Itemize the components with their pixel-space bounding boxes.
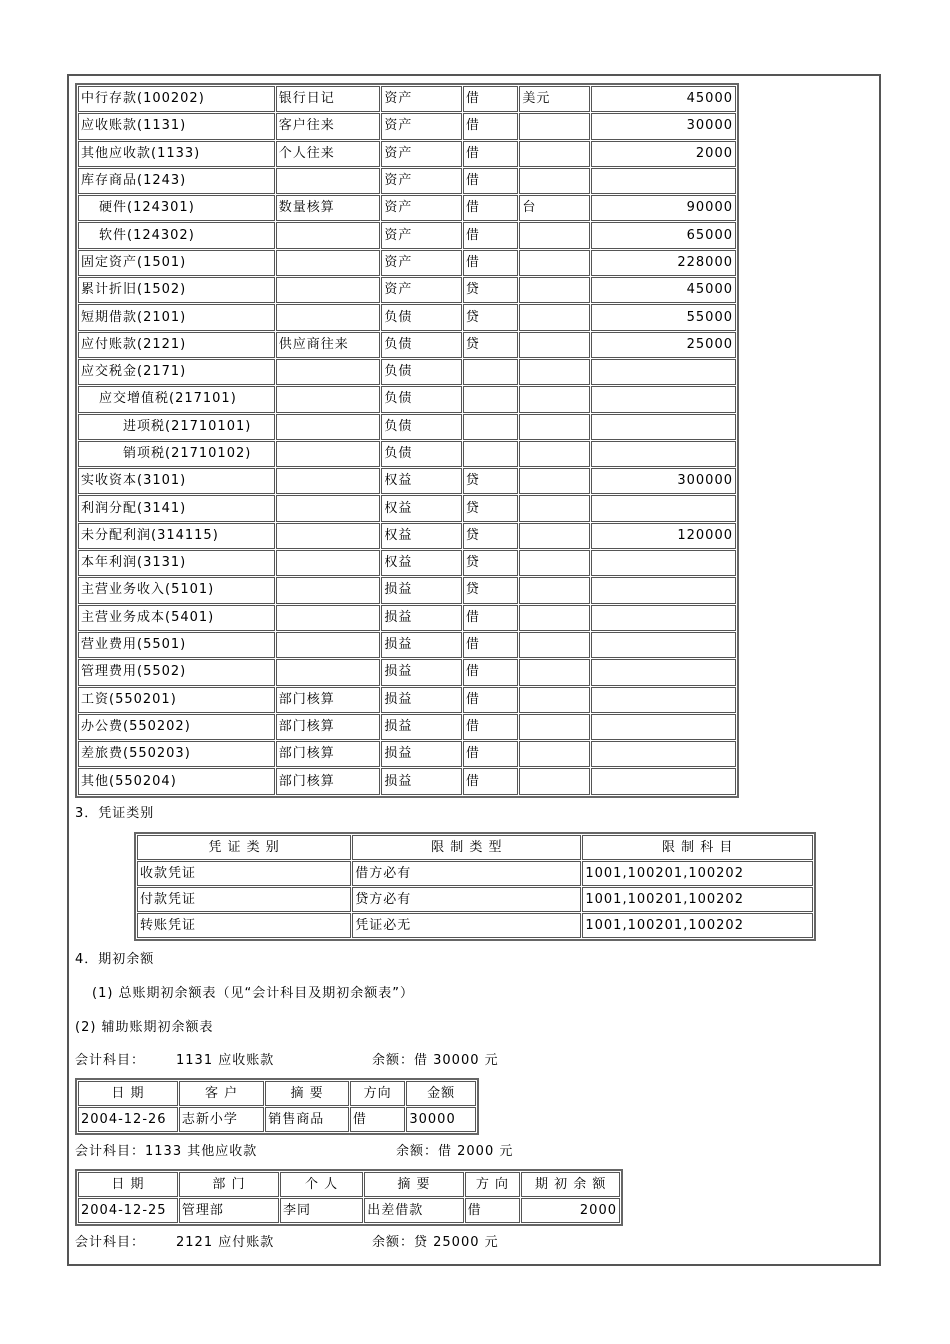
subsection-2: (2) 辅助账期初余额表 [75,1020,214,1035]
table-cell: 银行日记 [276,86,381,112]
table-cell [519,414,590,440]
table-cell: 销项税(21710102) [78,441,275,467]
table-row [78,495,736,521]
table-cell: 损益 [381,714,461,740]
table-cell: 主营业务收入(5101) [78,577,275,603]
table-cell: 损益 [381,632,461,658]
table-cell: 借 [463,86,519,112]
table-cell [519,441,590,467]
table-cell: 凭证必无 [352,913,581,938]
header-cell: 凭 证 类 别 [137,835,351,860]
table-cell [591,414,736,440]
table-cell [591,714,736,740]
balance-text: 余额：借 30000 元 [372,1053,499,1068]
table-cell: 差旅费(550203) [78,741,275,767]
table-cell: 借 [463,632,519,658]
table-cell: 应付账款(2121) [78,332,275,358]
table-cell: 台 [519,195,590,221]
header-cell: 摘 要 [364,1172,463,1197]
aux1-header-row [78,1081,476,1106]
table-cell: 贷 [463,332,519,358]
table-cell: 2004-12-26 [78,1107,178,1132]
table-cell: 进项税(21710101) [78,414,275,440]
table-row [78,250,736,276]
table-cell: 1001,100201,100202 [582,887,813,912]
account-table [75,83,739,798]
table-row [78,86,736,112]
table-cell: 管理部 [179,1198,279,1223]
table-cell [519,632,590,658]
table-cell [591,687,736,713]
table-cell: 借 [463,768,519,794]
table-cell [519,141,590,167]
table-cell: 借 [465,1198,521,1223]
table-cell: 数量核算 [276,195,381,221]
table-cell: 志新小学 [179,1107,264,1132]
table-cell: 资产 [381,195,461,221]
table-cell: 损益 [381,605,461,631]
table-row [78,386,736,412]
table-cell: 资产 [381,86,461,112]
account-name: 2121 应付账款 [176,1235,275,1250]
account-label: 会计科目： [75,1235,146,1250]
table-cell [591,659,736,685]
table-row [78,577,736,603]
table-cell: 权益 [381,523,461,549]
table-cell: 李同 [280,1198,363,1223]
table-cell: 资产 [381,141,461,167]
table-cell: 2000 [591,141,736,167]
table-row [78,359,736,385]
table-cell: 库存商品(1243) [78,168,275,194]
table-cell: 损益 [381,577,461,603]
table-cell [591,441,736,467]
aux2-header-row [78,1172,620,1197]
table-cell: 借 [463,714,519,740]
table-cell [519,386,590,412]
voucher-type-table [134,832,816,941]
table-cell: 贷 [463,577,519,603]
table-cell [276,250,381,276]
table-cell: 贷 [463,304,519,330]
table-row [78,195,736,221]
table-cell [276,605,381,631]
table-row [78,222,736,248]
table-cell [519,714,590,740]
table-row [78,714,736,740]
table-row [78,113,736,139]
table-cell [591,768,736,794]
table-cell [519,550,590,576]
table-cell [276,468,381,494]
table-cell: 负债 [381,359,461,385]
header-cell: 个 人 [280,1172,363,1197]
header-cell: 日 期 [78,1081,178,1106]
table-cell: 借 [463,659,519,685]
table-row [78,441,736,467]
table-cell [591,605,736,631]
header-cell: 方 向 [465,1172,521,1197]
table-cell: 借 [463,141,519,167]
table-cell: 负债 [381,441,461,467]
table-cell [591,632,736,658]
table-row [78,141,736,167]
table-cell: 累计折旧(1502) [78,277,275,303]
table-cell [276,168,381,194]
table-cell [276,222,381,248]
table-cell: 损益 [381,659,461,685]
table-cell [519,523,590,549]
table-cell: 硬件(124301) [78,195,275,221]
header-cell: 限 制 类 型 [352,835,581,860]
table-cell: 贷 [463,523,519,549]
header-cell: 期 初 余 额 [521,1172,620,1197]
table-cell [276,386,381,412]
table-row [78,414,736,440]
table-cell: 供应商往来 [276,332,381,358]
table-cell: 未分配利润(314115) [78,523,275,549]
table-cell [591,577,736,603]
table-cell: 应交增值税(217101) [78,386,275,412]
table-row [78,523,736,549]
table-row [78,605,736,631]
table-cell: 30000 [406,1107,476,1132]
table-cell: 短期借款(2101) [78,304,275,330]
table-cell: 部门核算 [276,741,381,767]
table-cell: 65000 [591,222,736,248]
table-cell: 贷 [463,468,519,494]
table-cell: 实收资本(3101) [78,468,275,494]
table-cell: 负债 [381,386,461,412]
table-cell: 利润分配(3141) [78,495,275,521]
table-cell: 本年利润(3131) [78,550,275,576]
table-row [78,1198,620,1223]
table-cell: 销售商品 [265,1107,349,1132]
table-cell [519,605,590,631]
table-cell: 个人往来 [276,141,381,167]
table-row [78,741,736,767]
table-cell [591,168,736,194]
table-cell: 贷 [463,550,519,576]
table-cell: 付款凭证 [137,887,351,912]
table-cell: 出差借款 [364,1198,463,1223]
table-cell: 主营业务成本(5401) [78,605,275,631]
table-cell [276,304,381,330]
table-cell: 30000 [591,113,736,139]
table-cell: 资产 [381,222,461,248]
table-cell [276,495,381,521]
table-cell [519,741,590,767]
header-cell: 限 制 科 目 [582,835,813,860]
table-cell: 转账凭证 [137,913,351,938]
account-label: 会计科目： [75,1053,146,1068]
table-cell: 权益 [381,550,461,576]
account-name: 1131 应收账款 [176,1053,275,1068]
table-cell: 客户往来 [276,113,381,139]
table-cell [519,113,590,139]
voucher-header-row [137,835,813,860]
table-row [78,1107,476,1132]
table-cell: 55000 [591,304,736,330]
header-cell: 部 门 [179,1172,279,1197]
table-cell [463,414,519,440]
table-row [137,913,813,938]
table-cell: 收款凭证 [137,861,351,886]
table-cell [276,414,381,440]
table-cell [591,741,736,767]
table-cell: 办公费(550202) [78,714,275,740]
table-cell [463,441,519,467]
table-cell [276,659,381,685]
table-cell [519,277,590,303]
table-cell: 贷 [463,277,519,303]
table-row [78,687,736,713]
table-cell: 中行存款(100202) [78,86,275,112]
table-cell: 资产 [381,113,461,139]
table-cell: 贷方必有 [352,887,581,912]
table-cell [519,495,590,521]
table-row [78,332,736,358]
table-cell [519,768,590,794]
table-cell: 部门核算 [276,768,381,794]
table-cell: 借 [350,1107,406,1132]
table-cell [591,550,736,576]
table-cell: 负债 [381,304,461,330]
table-cell: 应收账款(1131) [78,113,275,139]
table-cell: 1001,100201,100202 [582,913,813,938]
table-cell [519,168,590,194]
table-cell [519,222,590,248]
table-cell: 120000 [591,523,736,549]
table-cell: 借 [463,605,519,631]
table-row [78,168,736,194]
table-cell: 损益 [381,741,461,767]
table-row [78,550,736,576]
header-cell: 方向 [350,1081,406,1106]
table-cell [591,386,736,412]
table-cell [519,659,590,685]
table-cell: 权益 [381,468,461,494]
table-cell: 管理费用(5502) [78,659,275,685]
table-cell [591,359,736,385]
table-cell [519,687,590,713]
table-cell: 负债 [381,332,461,358]
table-cell: 负债 [381,414,461,440]
table-cell: 其他(550204) [78,768,275,794]
table-cell [276,577,381,603]
table-cell: 228000 [591,250,736,276]
table-cell: 资产 [381,277,461,303]
table-cell: 部门核算 [276,714,381,740]
table-cell: 45000 [591,277,736,303]
table-cell: 权益 [381,495,461,521]
table-cell: 45000 [591,86,736,112]
table-cell [519,577,590,603]
table-cell: 借 [463,195,519,221]
table-cell: 借 [463,222,519,248]
table-cell: 借 [463,687,519,713]
table-cell: 其他应收款(1133) [78,141,275,167]
table-cell: 美元 [519,86,590,112]
header-cell: 日 期 [78,1172,178,1197]
table-row [137,861,813,886]
balance-text: 余额：借 2000 元 [396,1144,514,1159]
table-cell [519,250,590,276]
table-cell [519,359,590,385]
table-cell: 借 [463,741,519,767]
table-cell: 300000 [591,468,736,494]
table-cell [519,468,590,494]
table-cell [276,277,381,303]
header-cell: 摘 要 [265,1081,349,1106]
table-cell: 2000 [521,1198,620,1223]
table-cell [519,332,590,358]
table-cell: 资产 [381,250,461,276]
table-cell: 2004-12-25 [78,1198,178,1223]
account-line-1133: 会计科目：1133 其他应收款 [75,1144,258,1159]
table-row [78,632,736,658]
table-cell: 软件(124302) [78,222,275,248]
table-cell: 营业费用(5501) [78,632,275,658]
table-cell [276,441,381,467]
balance-text: 余额：贷 25000 元 [372,1235,499,1250]
table-cell: 损益 [381,687,461,713]
table-row [78,277,736,303]
table-cell [591,495,736,521]
table-cell: 1001,100201,100202 [582,861,813,886]
table-row [78,659,736,685]
table-cell: 贷 [463,495,519,521]
table-cell: 借方必有 [352,861,581,886]
table-row [78,768,736,794]
table-cell: 借 [463,250,519,276]
table-cell: 资产 [381,168,461,194]
table-cell: 借 [463,168,519,194]
receivable-aux-table [75,1078,479,1135]
section4-title: 4．期初余额 [75,952,155,967]
table-row [137,887,813,912]
header-cell: 金额 [406,1081,476,1106]
table-cell: 损益 [381,768,461,794]
table-cell: 90000 [591,195,736,221]
table-cell [519,304,590,330]
table-cell: 固定资产(1501) [78,250,275,276]
header-cell: 客 户 [179,1081,264,1106]
table-cell [463,359,519,385]
table-cell: 借 [463,113,519,139]
subsection-1: (1) 总账期初余额表（见“会计科目及期初余额表”） [92,986,415,1001]
table-cell [276,632,381,658]
other-receivable-aux-table [75,1169,623,1226]
table-cell: 应交税金(2171) [78,359,275,385]
table-cell: 工资(550201) [78,687,275,713]
table-cell [463,386,519,412]
table-cell: 25000 [591,332,736,358]
table-row [78,468,736,494]
table-cell [276,523,381,549]
table-cell [276,550,381,576]
table-cell: 部门核算 [276,687,381,713]
table-cell [276,359,381,385]
table-row [78,304,736,330]
section3-title: 3．凭证类别 [75,806,155,821]
